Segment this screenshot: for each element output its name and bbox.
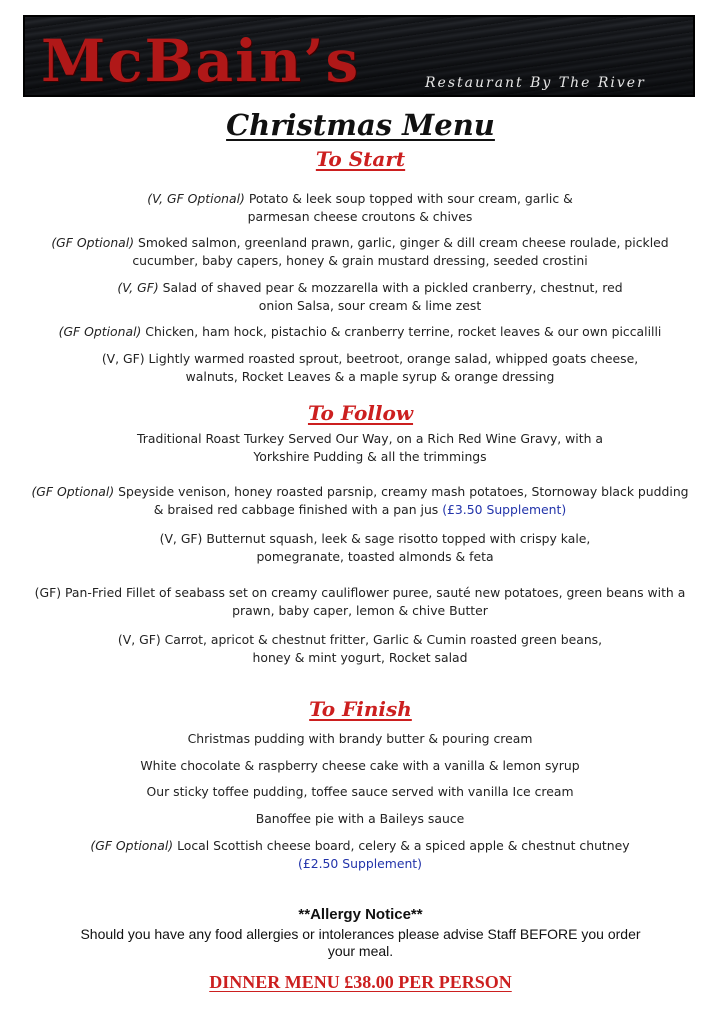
- dish-description: Salad of shaved pear & mozzarella with a pickled cranberry, chestnut, red onion Salsa, sour cream & lime zest: [158, 280, 623, 313]
- dish-description: (V, GF) Lightly warmed roasted sprout, beetroot, orange salad, whipped goats cheese, walnuts, Rocket Leaves & a maple syrup & orange dressing: [101, 351, 639, 384]
- dessert-item: [60, 810, 660, 828]
- starter-item: [40, 234, 680, 270]
- dish-description: White chocolate & raspberry cheese cake with a vanilla & lemon syrup: [140, 758, 580, 773]
- main-item: [100, 631, 620, 667]
- starter-item: [80, 350, 660, 386]
- restaurant-logo: McBain’s: [41, 27, 361, 95]
- dish-description: Smoked salmon, greenland prawn, garlic, ginger & dill cream cheese roulade, pickled cucumber, baby capers, honey & grain mustard dressing, seeded crostini: [132, 235, 669, 268]
- starter-item: [100, 279, 640, 315]
- dish-description: Speyside venison, honey roasted parsnip, creamy mash potatoes, Stornoway black pudding & braised red cabbage finished with a pan jus: [114, 484, 689, 517]
- dish-description: Local Scottish cheese board, celery & a spiced apple & chestnut chutney: [173, 838, 630, 853]
- allergy-notice-text: Should you have any food allergies or intolerances please advise Staff BEFORE you order your meal.: [80, 926, 641, 959]
- dish-description: (V, GF) Butternut squash, leek & sage risotto topped with crispy kale, pomegranate, toasted almonds & feta: [159, 531, 591, 564]
- dish-description: Our sticky toffee pudding, toffee sauce served with vanilla Ice cream: [146, 784, 574, 799]
- dietary-tag: (V, GF Optional): [147, 191, 245, 206]
- dietary-tag: (V, GF): [117, 280, 159, 295]
- dish-description: Traditional Roast Turkey Served Our Way, on a Rich Red Wine Gravy, with a Yorkshire Pudding & all the trimmings: [137, 431, 603, 464]
- dietary-tag: (GF Optional): [90, 838, 174, 853]
- section-heading-starters: To Start: [315, 147, 406, 171]
- dish-description: (V, GF) Carrot, apricot & chestnut fritter, Garlic & Cumin roasted green beans, honey & mint yogurt, Rocket salad: [117, 632, 603, 665]
- main-item: [115, 530, 635, 566]
- dietary-tag: (GF Optional): [31, 484, 115, 499]
- starter-item: [130, 190, 590, 226]
- dish-description: (GF) Pan-Fried Fillet of seabass set on creamy cauliflower puree, sauté new potatoes, green beans with a prawn, baby caper, lemon & chive Butter: [34, 585, 686, 618]
- dish-description: Chicken, ham hock, pistachio & cranberry terrine, rocket leaves & our own piccalilli: [141, 324, 662, 339]
- dessert-item: [60, 757, 660, 775]
- section-heading-mains: To Follow: [307, 401, 414, 425]
- restaurant-tagline: Restaurant By The River: [425, 75, 646, 91]
- starter-item: [40, 323, 680, 341]
- main-item: [20, 584, 700, 620]
- dietary-tag: (GF Optional): [51, 235, 135, 250]
- dish-description: Banoffee pie with a Baileys sauce: [255, 811, 465, 826]
- supplement-price: (£2.50 Supplement): [298, 856, 422, 871]
- dessert-item: [90, 837, 630, 873]
- allergy-notice-title: **Allergy Notice**: [298, 906, 423, 923]
- dietary-tag: (GF Optional): [58, 324, 142, 339]
- dish-description: Potato & leek soup topped with sour cream, garlic & parmesan cheese croutons & chives: [244, 191, 573, 224]
- menu-title: Christmas Menu: [226, 108, 495, 142]
- dessert-item: [60, 730, 660, 748]
- dessert-item: [60, 783, 660, 801]
- section-heading-desserts: To Finish: [309, 697, 412, 721]
- main-item: [110, 430, 630, 466]
- dish-description: Christmas pudding with brandy butter & pouring cream: [187, 731, 533, 746]
- main-item: [25, 483, 695, 519]
- header-banner: [23, 15, 695, 97]
- supplement-price: (£3.50 Supplement): [442, 502, 567, 517]
- menu-price: DINNER MENU £38.00 PER PERSON: [209, 972, 512, 992]
